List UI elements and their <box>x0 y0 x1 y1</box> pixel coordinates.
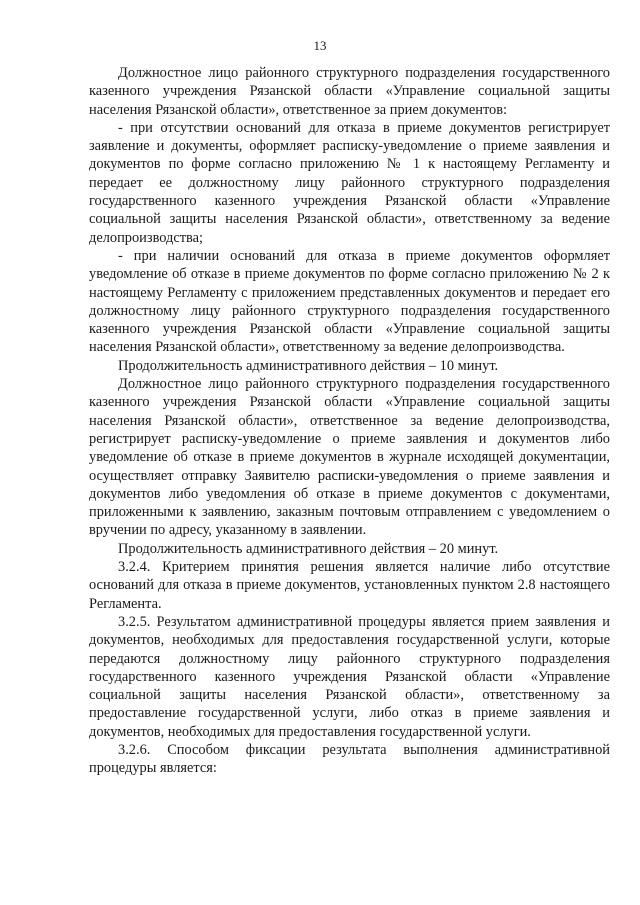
paragraph-duration-10-min: Продолжительность административного действия – 10 минут. <box>118 357 499 374</box>
paragraph-responsible-official: Должностное лицо районного структурного подразделения государственного казенного учреждения Рязанской области «Управление социальной защиты населения Рязанской области», ответственное за прием документов: <box>89 65 610 118</box>
paragraph-no-grounds-for-refusal: - при отсутствии оснований для отказа в приеме документов регистрирует заявление и документы, оформляет расписку-уведомление о приеме заявления и документов по форме согласно приложению № 1 к настоящему Регламенту и передает ее должностному лицу районного структурного подразделения государственного казенного учреждения Рязанской области «Управление социальной защиты населения Рязанской области», ответственному за ведение делопроизводства; <box>89 119 610 246</box>
page-number: 13 <box>313 38 327 53</box>
paragraph-3-2-5: 3.2.5. Результатом административной процедуры является прием заявления и документов, необходимых для предоставления государственной услуги, которые передаются должностному лицу районного структурного подразделения государственного казенного учреждения Рязанской области «Управление социальной защиты населения Рязанской области», ответственному за предоставление государственной услуги, либо отказ в приеме заявления и документов, необходимых для предоставления государственной услуги. <box>89 613 610 740</box>
document-body <box>89 64 610 778</box>
paragraph-3-2-6: 3.2.6. Способом фиксации результата выполнения административной процедуры является: <box>89 741 610 777</box>
paragraph-records-official: Должностное лицо районного структурного подразделения государственного казенного учреждения Рязанской области «Управление социальной защиты населения Рязанской области», ответственное за ведение делопроизводства, регистрирует расписку-уведомление о приеме заявления и документов либо уведомление об отказе в приеме документов в журнале исходящей документации, осуществляет отправку Заявителю расписки-уведомления о приеме заявления и документов либо уведомления об отказе в приеме документов с документами, приложенными к заявлению, заказным почтовым отправлением с уведомлением о вручении по адресу, указанному в заявлении. <box>89 376 610 539</box>
paragraph-duration-20-min: Продолжительность административного действия – 20 минут. <box>118 540 499 557</box>
paragraph-grounds-for-refusal: - при наличии оснований для отказа в приеме документов оформляет уведомление об отказе в приеме документов по форме согласно приложению № 2 к настоящему Регламенту с приложением представленных документов и передает его должностному лицу районного структурного подразделения государственного казенного учреждения Рязанской области «Управление социальной защиты населения Рязанской области», ответственному за ведение делопроизводства. <box>89 247 610 356</box>
paragraph-3-2-4: 3.2.4. Критерием принятия решения является наличие либо отсутствие оснований для отказа в приеме документов, установленных пунктом 2.8 настоящего Регламента. <box>89 559 610 612</box>
